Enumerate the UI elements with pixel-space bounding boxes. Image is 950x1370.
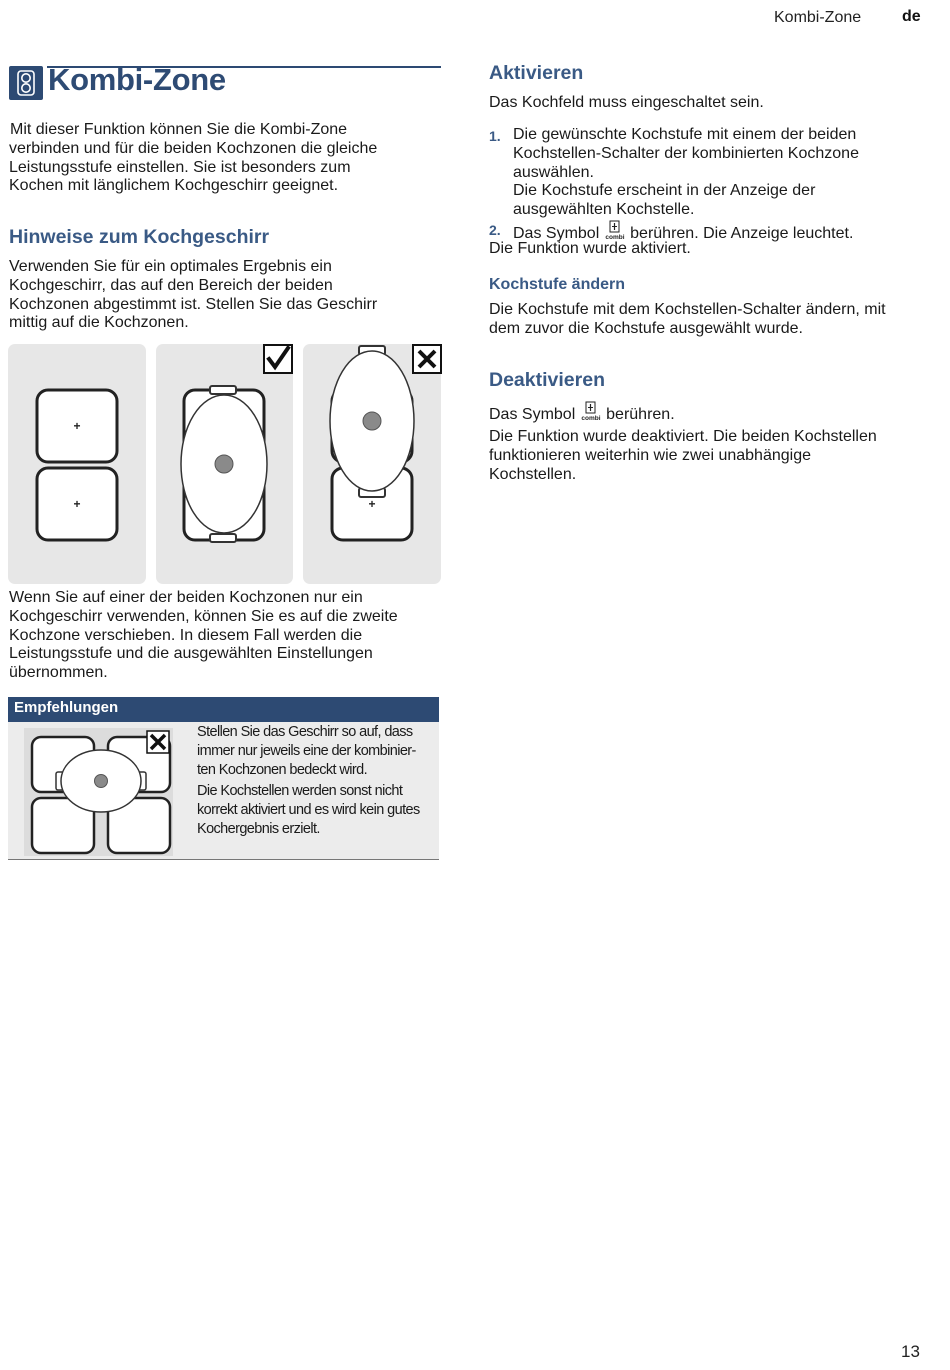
deactivate-heading: Deaktivieren <box>489 369 605 391</box>
page-title: Kombi-Zone <box>48 62 226 97</box>
step-1-line: Die gewünschte Kochstufe mit einem der beiden <box>513 126 857 143</box>
recommendation-line: Kochergebnis erzielt. <box>197 821 320 837</box>
step-1-result-line: ausgewählten Kochstelle. <box>513 201 695 219</box>
recommendations-text-1 <box>197 723 416 780</box>
move-line: Kochgeschirr verwenden, können Sie es auf die zweite <box>9 607 398 625</box>
svg-text:+: + <box>368 497 376 511</box>
hinweise-heading: Hinweise zum Kochgeschirr <box>9 226 270 248</box>
panel-wrong-placement <box>303 344 441 584</box>
deactivate-line: Kochstellen. <box>489 465 577 483</box>
svg-text:combi: combi <box>605 234 625 240</box>
recommendations-bottom-rule <box>8 859 439 860</box>
combi-symbol-icon <box>580 401 602 427</box>
running-header-language: de <box>902 8 921 25</box>
move-cookware-paragraph <box>9 589 398 683</box>
intro-line: Leistungsstufe einstellen. Sie ist besonders zum <box>9 158 351 176</box>
step-2-text-a: Das Symbol <box>513 225 600 242</box>
recommendation-line: ten Kochzonen bedeckt wird. <box>197 762 367 778</box>
deactivate-instruction <box>489 401 675 427</box>
panel-correct-placement <box>156 344 293 584</box>
kombi-zone-icon <box>9 66 43 100</box>
recommendation-line: Die Kochstellen werden sonst nicht <box>197 783 403 799</box>
hinweise-line: Verwenden Sie für ein optimales Ergebnis ein <box>9 258 332 275</box>
change-level-paragraph <box>489 301 886 339</box>
intro-line: verbinden und für die beiden Kochzonen die gleiche <box>9 139 378 157</box>
recommendation-line: immer nur jeweils eine der kombinier- <box>197 743 416 759</box>
step-1-number: 1. <box>489 128 501 144</box>
intro-line: Mit dieser Funktion können Sie die Kombi-Zone <box>10 121 348 138</box>
svg-text:+: + <box>73 419 81 433</box>
step-1-text <box>513 126 859 220</box>
intro-paragraph <box>10 121 377 196</box>
recommendations-cross-icon <box>146 730 170 759</box>
recommendation-line: korrekt aktiviert und es wird kein gutes <box>197 802 420 818</box>
hinweise-line: Kochgeschirr, das auf den Bereich der beiden <box>9 276 333 294</box>
deactivate-result <box>489 428 877 484</box>
move-line: Kochzone verschieben. In diesem Fall werden die <box>9 626 363 644</box>
activate-heading: Aktivieren <box>489 62 584 84</box>
change-level-line: dem zuvor die Kochstufe ausgewählt wurde. <box>489 319 803 337</box>
panel-two-zones <box>8 344 146 584</box>
page-number: 13 <box>901 1342 920 1361</box>
cross-icon <box>412 344 440 372</box>
hinweise-line: mittig auf die Kochzonen. <box>9 314 189 332</box>
step-2-text-b: berühren. Die Anzeige leuchtet. <box>630 225 854 242</box>
step-1-result-line: Die Kochstufe erscheint in der Anzeige der <box>513 182 816 200</box>
activate-result: Die Funktion wurde aktiviert. <box>489 240 691 257</box>
deactivate-line: funktionieren weiterhin wie zwei unabhängige <box>489 446 811 464</box>
step-1-line: auswählen. <box>513 163 594 181</box>
step-1-line: Kochstellen-Schalter der kombinierten Kochzone <box>513 144 859 162</box>
recommendations-text-2 <box>197 782 420 839</box>
change-level-heading: Kochstufe ändern <box>489 276 626 293</box>
hinweise-line: Kochzonen abgestimmt ist. Stellen Sie das Geschirr <box>9 295 378 313</box>
recommendation-line: Stellen Sie das Geschirr so auf, dass <box>197 724 413 740</box>
move-line: Leistungsstufe und die ausgewählten Einstellungen <box>9 645 373 663</box>
activate-precondition: Das Kochfeld muss eingeschaltet sein. <box>489 94 764 111</box>
deactivate-text-b: berühren. <box>606 406 675 423</box>
step-2-number: 2. <box>489 222 501 238</box>
intro-line: Kochen mit länglichem Kochgeschirr geeignet. <box>9 177 339 195</box>
move-line: Wenn Sie auf einer der beiden Kochzonen nur ein <box>9 589 363 606</box>
change-level-line: Die Kochstufe mit dem Kochstellen-Schalter ändern, mit <box>489 301 886 318</box>
cookware-placement-diagram <box>8 344 444 586</box>
move-line: übernommen. <box>9 664 108 682</box>
deactivate-text-a: Das Symbol <box>489 406 576 423</box>
svg-text:+: + <box>73 497 81 511</box>
hinweise-paragraph <box>9 258 377 333</box>
svg-text:combi: combi <box>581 415 601 421</box>
recommendations-label: Empfehlungen <box>14 699 119 716</box>
deactivate-line: Die Funktion wurde deaktiviert. Die beiden Kochstellen <box>489 428 877 445</box>
running-header-section: Kombi-Zone <box>774 9 862 26</box>
check-icon <box>263 344 291 372</box>
